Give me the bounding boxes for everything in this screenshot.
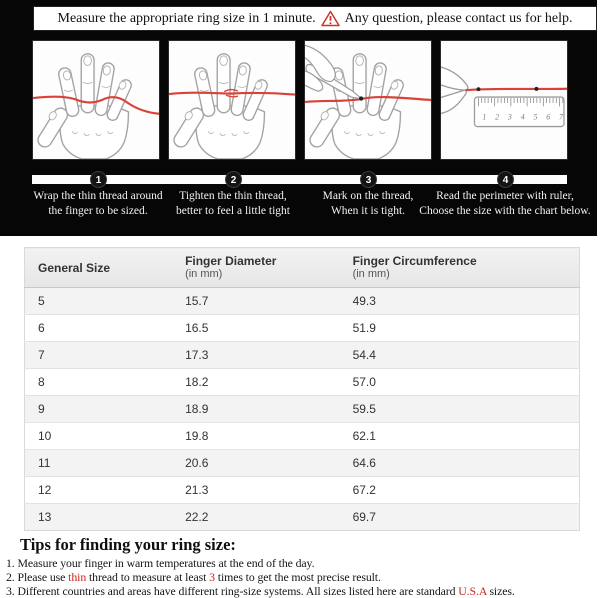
diameter-cell: 17.3 — [185, 342, 353, 369]
svg-text:6: 6 — [546, 112, 551, 122]
column-header-finger-diameter: Finger Diameter (in mm) — [185, 248, 353, 288]
step-badge-3: 3 — [360, 171, 377, 188]
table-row — [25, 342, 580, 369]
size-cell: 11 — [25, 450, 186, 477]
diameter-cell: 19.8 — [185, 423, 353, 450]
svg-text:1: 1 — [482, 112, 487, 122]
step-badge-1: 1 — [90, 171, 107, 188]
hand-tighten-illustration — [169, 41, 295, 159]
size-table-body — [25, 288, 580, 531]
red-thread — [169, 93, 295, 95]
illustration-panel-wrap — [32, 40, 160, 160]
tip-item: 2. Please use thin thread to measure at least 3 times to get the most precise result. — [6, 570, 381, 584]
size-cell: 13 — [25, 504, 186, 531]
circumference-cell: 49.3 — [353, 288, 580, 315]
diameter-cell: 18.9 — [185, 396, 353, 423]
steps-progress-bar — [32, 175, 567, 184]
ring-size-table — [24, 247, 580, 531]
illustration-panel-ruler — [440, 40, 568, 160]
illustration-panel-tighten — [168, 40, 296, 160]
step-badge-4: 4 — [497, 171, 514, 188]
size-cell: 5 — [25, 288, 186, 315]
size-cell: 6 — [25, 315, 186, 342]
step-label-2: Tighten the thin thread, better to feel a little tight — [175, 190, 290, 217]
hand-mark-illustration — [305, 41, 431, 159]
step-label-3: Mark on the thread, When it is tight. — [322, 190, 414, 217]
size-cell: 12 — [25, 477, 186, 504]
thread-mark-dot — [476, 87, 480, 91]
svg-text:5: 5 — [533, 112, 538, 122]
diameter-cell: 16.5 — [185, 315, 353, 342]
circumference-cell: 69.7 — [353, 504, 580, 531]
step-badge-2: 2 — [225, 171, 242, 188]
diameter-cell: 22.2 — [185, 504, 353, 531]
step-label-1: Wrap the thin thread around the finger to be sized. — [33, 190, 163, 217]
diameter-cell: 15.7 — [185, 288, 353, 315]
tip-item: 3. Different countries and areas have different ring-size systems. All sizes listed here are standard U.S.A sizes. — [6, 584, 515, 598]
circumference-cell: 57.0 — [353, 369, 580, 396]
tip-item: 1. Measure your finger in warm temperatures at the end of the day. — [6, 556, 315, 570]
title-text-before: Measure the appropriate ring size in 1 minute. — [57, 10, 316, 26]
circumference-cell: 59.5 — [353, 396, 580, 423]
size-cell: 10 — [25, 423, 186, 450]
circumference-cell: 51.9 — [353, 315, 580, 342]
svg-text:7: 7 — [559, 112, 564, 122]
tips-section — [0, 534, 600, 598]
thread-mark-dot — [534, 87, 538, 91]
instruction-section — [0, 0, 597, 236]
diameter-cell: 20.6 — [185, 450, 353, 477]
size-cell: 7 — [25, 342, 186, 369]
illustration-panel-mark — [304, 40, 432, 160]
title-text-after: Any question, please contact us for help. — [344, 10, 573, 26]
tips-list — [6, 556, 600, 598]
table-header — [25, 248, 580, 288]
table-row — [25, 396, 580, 423]
circumference-cell: 67.2 — [353, 477, 580, 504]
size-cell: 8 — [25, 369, 186, 396]
diameter-cell: 21.3 — [185, 477, 353, 504]
tips-title: Tips for finding your ring size: — [20, 535, 236, 554]
svg-text:4: 4 — [520, 112, 525, 122]
thread-mark-dot — [359, 96, 363, 100]
circumference-cell: 64.6 — [353, 450, 580, 477]
circumference-cell: 62.1 — [353, 423, 580, 450]
ruler-illustration — [441, 41, 567, 159]
table-row — [25, 477, 580, 504]
red-thread — [466, 89, 567, 90]
table-row — [25, 288, 580, 315]
column-header-general-size: General Size — [25, 248, 186, 288]
table-row — [25, 369, 580, 396]
circumference-cell: 54.4 — [353, 342, 580, 369]
diameter-cell: 18.2 — [185, 369, 353, 396]
svg-text:2: 2 — [495, 112, 500, 122]
svg-text:3: 3 — [507, 112, 512, 122]
table-row — [25, 504, 580, 531]
hand-wrap-illustration — [33, 41, 159, 159]
column-header-finger-circumference: Finger Circumference (in mm) — [353, 248, 580, 288]
table-row — [25, 450, 580, 477]
table-row — [25, 315, 580, 342]
warning-triangle-icon — [321, 10, 340, 27]
table-row — [25, 423, 580, 450]
size-cell: 9 — [25, 396, 186, 423]
pinching-fingers — [441, 67, 468, 114]
step-label-4: Read the perimeter with ruler, Choose the size with the chart below. — [419, 190, 591, 217]
title-bar — [33, 6, 597, 31]
